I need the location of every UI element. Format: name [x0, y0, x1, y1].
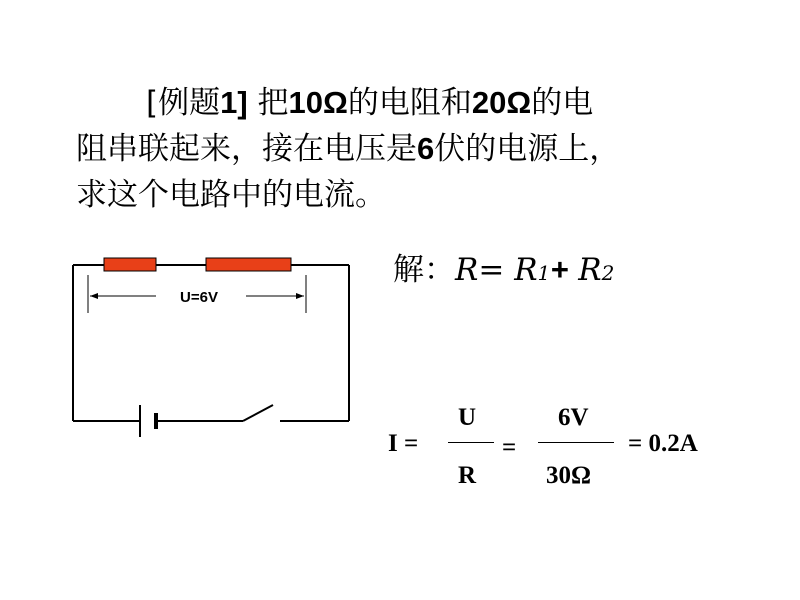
- numerator-u: U: [458, 404, 477, 431]
- denominator-30-ohm: 30Ω: [546, 462, 592, 489]
- numerator-6v: 6V: [558, 404, 589, 431]
- resistance-equation: [455, 252, 614, 288]
- example-label: [例题: [146, 85, 221, 121]
- symbol-r: R: [455, 252, 479, 288]
- symbol-r2: R: [578, 252, 602, 288]
- subscript-1: 1: [537, 261, 551, 285]
- resistance-20: 20Ω: [471, 85, 532, 120]
- arrowhead-left-icon: [90, 293, 98, 299]
- equals-sign: =: [478, 252, 505, 288]
- resistor-r1: [104, 258, 156, 271]
- ohms-law-formula: [388, 400, 748, 500]
- symbol-r1: R: [514, 252, 538, 288]
- voltage-label: U=6V: [180, 289, 218, 306]
- current-lhs: I =: [388, 430, 419, 457]
- problem-line-3: 求这个电路中的电流。: [76, 177, 386, 213]
- resistance-10: 10Ω: [288, 85, 348, 120]
- switch-blade: [243, 405, 273, 421]
- problem-text: 把: [247, 85, 289, 121]
- equals-sign-2: =: [502, 434, 517, 461]
- voltage-value: 6: [417, 131, 435, 166]
- example-number: 1]: [220, 85, 248, 120]
- solution-prefix: 解：: [393, 252, 455, 288]
- arrowhead-right-icon: [296, 293, 304, 299]
- problem-text: 的电阻和: [347, 85, 472, 121]
- fraction-bar-1: [448, 442, 494, 443]
- circuit-diagram: [60, 245, 370, 445]
- problem-text: 阻串联起来，接在电压是: [76, 131, 417, 167]
- solution-line: [393, 250, 614, 293]
- problem-statement: [76, 80, 716, 218]
- problem-text: 的电: [531, 85, 594, 121]
- subscript-2: 2: [601, 261, 615, 285]
- plus-sign: +: [550, 252, 569, 287]
- problem-text: 伏的电源上，: [434, 131, 621, 167]
- resistor-r2: [206, 258, 291, 271]
- problem-line-1: [76, 80, 716, 126]
- denominator-r: R: [458, 462, 477, 489]
- current-result: = 0.2A: [628, 430, 698, 457]
- problem-line-2: [76, 126, 716, 172]
- fraction-bar-2: [538, 442, 614, 443]
